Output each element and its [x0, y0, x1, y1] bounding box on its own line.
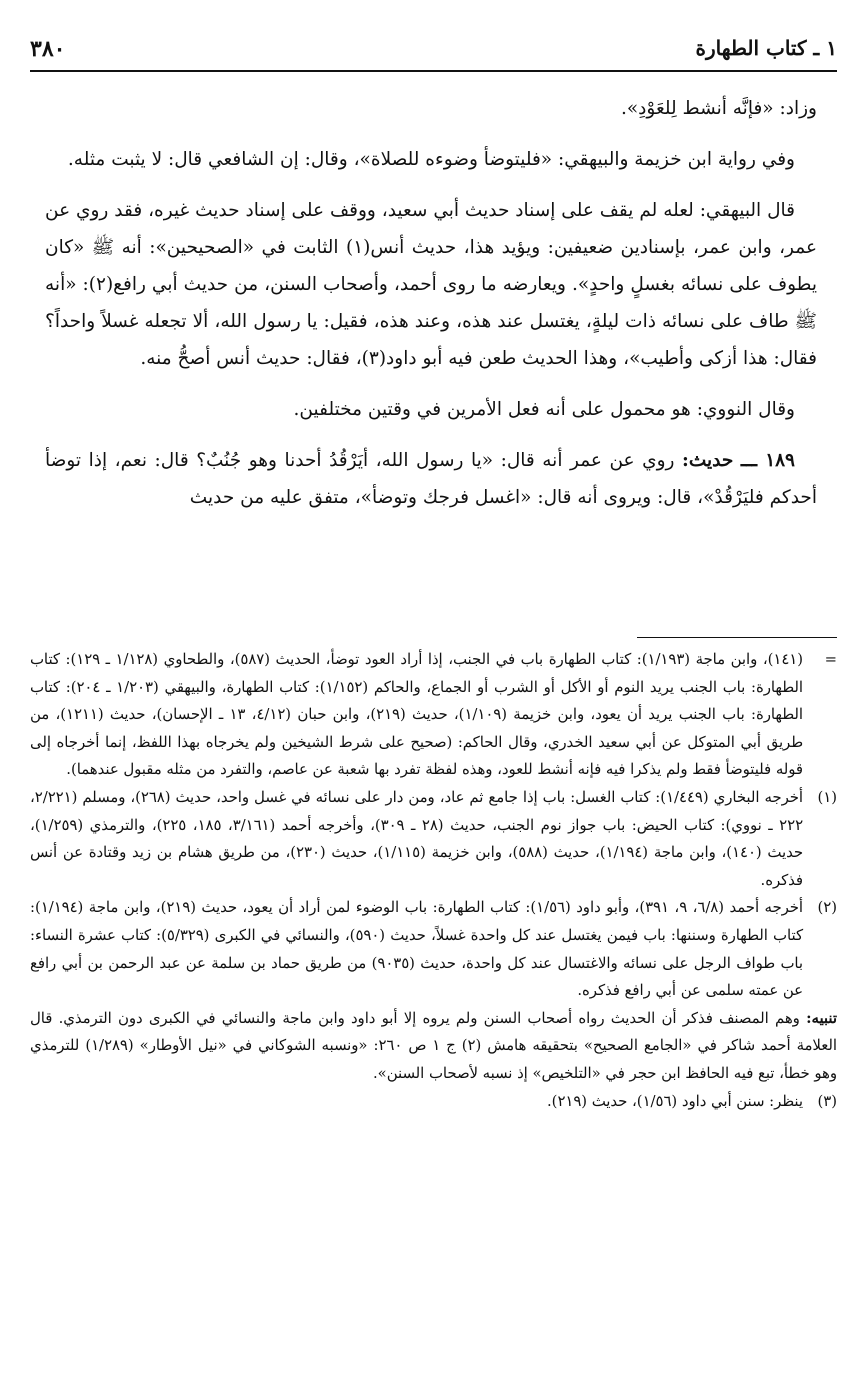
- paragraph-hadith-189: [45, 442, 817, 516]
- footnote-tanbih: [30, 1005, 837, 1088]
- hadith-text: روي عن عمر أنه قال: «يا رسول الله، أيَرْقُدُ أحدنا وهو جُنُبٌ؟ قال: نعم، إذا توضأ أحدكم فليَرْقُدْ»، قال: ويروى أنه قال: «اغسل فرجك وتوضأ»، متفق عليه من حديث: [45, 450, 817, 508]
- footnote-separator: [637, 637, 837, 638]
- page-number: ٣٨٠: [30, 36, 66, 62]
- footnote-text: (١٤١)، وابن ماجة (١/١٩٣): كتاب الطهارة باب في الجنب، إذا أراد العود توضأ، الحديث (٥٨٧)، والطحاوي (١/١٢٨ ـ ١٢٩): كتاب الطهارة: باب الجنب يريد النوم أو الأكل أو الشرب أو الجماع، والحاكم (١/١٥٢): كتاب الطهارة، والبيهقي (١/٢٠٣ ـ ٢٠٤): كتاب الطهارة: باب الجنب يريد أن يعود، وابن خزيمة (١/١٠٩)، حديث (٢١٩)، وابن حبان (٤/١٢، ١٣ ـ الإحسان)، حديث (١٢١١)، من طريق أبي المتوكل عن أبي سعيد الخدري، وقال الحاكم: (صحيح على شرط الشيخين ولم يخرجاه بهذا اللفظ، إنما أخرجاه إلى قوله فليتوضأ فقط ولم يذكرا فيه فإنه أنشط للعود، وهذه لفظة تفرد بها شعبة عن عاصم، والتفرد من مثله مقبول عندهما).: [30, 651, 803, 779]
- hadith-label: حديث:: [682, 450, 734, 471]
- footnote-mark: (٣): [817, 1092, 837, 1110]
- main-text: [45, 90, 817, 530]
- footnote-continuation: [30, 646, 837, 784]
- footnote-text: أخرجه البخاري (١/٤٤٩): كتاب الغسل: باب إذا جامع ثم عاد، ومن دار على نسائه في غسل واحد، حديث (٢٦٨)، ومسلم (٢/٢٢١، ٢٢٢ ـ نووي): كتاب الحيض: باب جواز نوم الجنب، حديث (٢٨ ـ ٣٠٩)، وأخرجه أحمد (٣/١٦١، ١٨٥، ٢٢٥)، والترمذي (١/٢٥٩)، حديث (١٤٠)، وابن ماجة (١/١٩٤)، حديث (٥٨٨)، وابن خزيمة (١/١١٥)، حديث (٢٣٠)، من طريق هشام بن زيد وقتادة عن أنس فذكره.: [30, 788, 804, 889]
- running-header: [30, 30, 837, 72]
- tanbih-text: وهم المصنف فذكر أن الحديث رواه أصحاب السنن ولم يروه إلا أبو داود وابن ماجة والنسائي في الكبرى دون الترمذي. قال العلامة أحمد شاكر في «الجامع الصحيح» بتحقيقه هامش (٢) ج ١ ص ٢٦٠: «ونسبه الشوكاني في «نيل الأوطار» (١/٢٨٩) للترمذي وهو خطأ، تبع فيه الحافظ ابن حجر في «التلخيص» إذ نسبه لأصحاب السنن».: [30, 1009, 838, 1082]
- paragraph-ibn-khuzayma: وفي رواية ابن خزيمة والبيهقي: «فليتوضأ وضوءه للصلاة»، وقال: إن الشافعي قال: لا يثبت مثله.: [67, 149, 795, 170]
- footnote-mark: (١): [817, 788, 837, 806]
- section-title: ١ ـ كتاب الطهارة: [695, 36, 837, 60]
- footnote-2: [30, 894, 837, 1004]
- footnotes: [30, 646, 837, 1115]
- footnote-mark: (٢): [817, 899, 837, 917]
- footnote-text: ينظر: سنن أبي داود (١/٥٦)، حديث (٢١٩).: [546, 1092, 803, 1110]
- footnote-mark: =: [824, 651, 837, 668]
- hadith-number: ١٨٩ ـــ: [740, 450, 795, 471]
- footnote-3: [30, 1088, 837, 1116]
- footnote-1: [30, 784, 837, 894]
- paragraph-addition: وزاد: «فإنَّه أنشط لِلعَوْدِ».: [620, 98, 817, 119]
- paragraph-nawawi: وقال النووي: هو محمول على أنه فعل الأمرين في وقتين مختلفين.: [293, 399, 795, 420]
- footnote-text: أخرجه أحمد (٦/٨، ٩، ٣٩١)، وأبو داود (١/٥٦): كتاب الطهارة: باب الوضوء لمن أراد أن يعود، حديث (٢١٩)، وابن ماجة (١/١٩٤): كتاب الطهارة وسننها: باب فيمن يغتسل عند كل واحدة غسلاً، حديث (٥٩٠)، والنسائي في الكبرى (٥/٣٢٩): كتاب عشرة النساء: باب طواف الرجل على نسائه والاغتسال عند كل واحدة، حديث (٩٠٣٥) من طريق حماد بن سلمة عن عبد الرحمن بن أبي رافع عن عمته سلمى عن أبي رافع فذكره.: [30, 899, 804, 1000]
- tanbih-label: تنبيه:: [806, 1009, 837, 1027]
- paragraph-bayhaqi: قال البيهقي: لعله لم يقف على إسناد حديث أبي سعيد، ووقف على إسناد حديث غيره، فقد روي عن عمر، وابن عمر، بإسنادين ضعيفين: ويؤيد هذا، حديث أنس(١) الثابت في «الصحيحين»: أنه ﷺ «كان يطوف على نسائه بغسلٍ واحدٍ». ويعارضه ما روى أحمد، وأصحاب السنن، من حديث أبي رافع(٢): «أنه ﷺ طاف على نسائه ذات ليلةٍ، يغتسل عند هذه، وعند هذه، فقيل: يا رسول الله، ألا تجعله غسلاً واحداً؟ فقال: هذا أزكى وأطيب»، وهذا الحديث طعن فيه أبو داود(٣)، فقال: حديث أنس أصحُّ منه.: [45, 200, 817, 369]
